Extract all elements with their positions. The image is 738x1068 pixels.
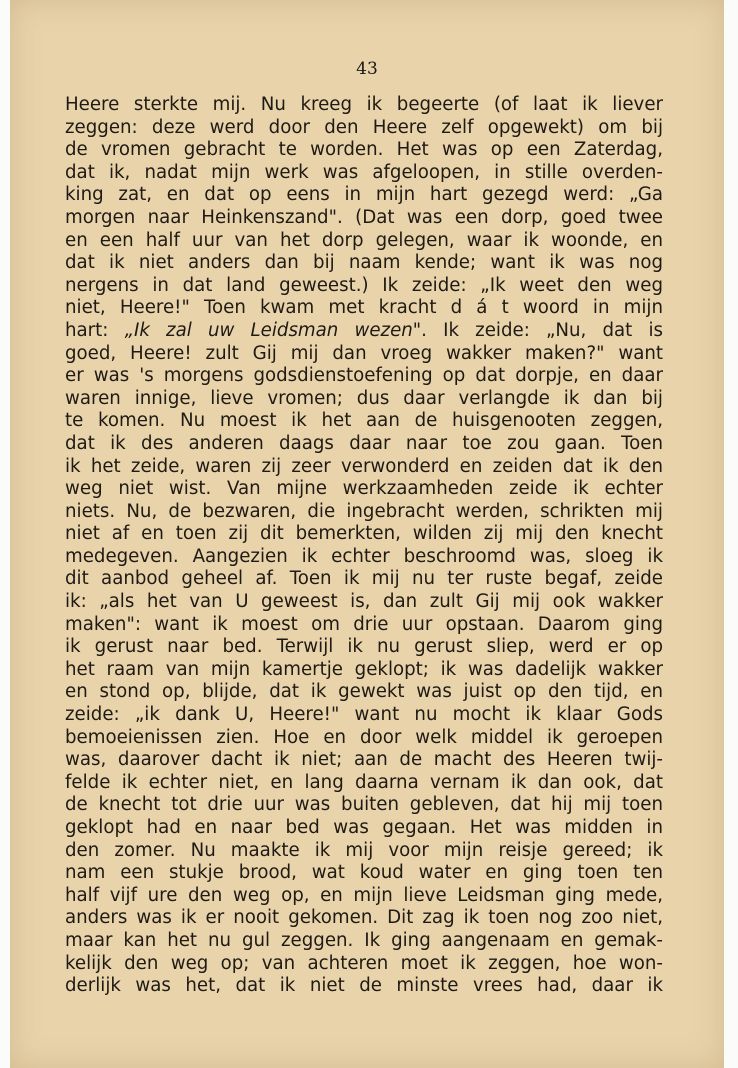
- text-line: dat ik niet anders dan bij naam kende; want ik was nog: [65, 252, 663, 274]
- text-line: geklopt had en naar bed was gegaan. Het was midden in: [65, 817, 663, 838]
- text-line: dat ik, nadat mijn werk was afgeloopen, in stille overden-: [65, 161, 663, 183]
- text-line: bemoeienissen zien. Hoe en door welk middel ik geroepen: [65, 726, 663, 748]
- text-line: ik gerust naar bed. Terwijl ik nu gerust sliep, werd er op: [65, 636, 663, 658]
- text-line: ik het zeide, waren zij zeer verwonderd en zeiden dat ik den: [65, 455, 663, 477]
- text-line: weg niet wist. Van mijne werkzaamheden zeide ik echter: [65, 478, 663, 500]
- text-line: te komen. Nu moest ik het aan de huisgenooten zeggen,: [65, 410, 663, 432]
- text-line: en stond op, blijde, dat ik gewekt was juist op den tijd, en: [65, 681, 663, 703]
- text-line: nam een stukje brood, wat koud water en ging toen ten: [65, 862, 663, 884]
- text-line: derlijk was het, dat ik niet de minste vrees had, daar ik: [65, 975, 663, 997]
- text-line: dat ik des anderen daags daar naar toe zou gaan. Toen: [65, 432, 663, 454]
- text-line: goed, Heere! zult Gij mij dan vroeg wakker maken?" want: [65, 342, 663, 364]
- text-line: maken": want ik moest om drie uur opstaan. Daarom ging: [65, 613, 663, 635]
- text-line: ik: „als het van U geweest is, dan zult Gij mij ook wakker: [65, 591, 663, 613]
- text-line: dit aanbod geheel af. Toen ik mij nu ter ruste begaf, zeide: [65, 568, 663, 590]
- text-line: niets. Nu, de bezwaren, die ingebracht werden, schrikten mij: [65, 500, 663, 522]
- text-line: nergens in dat land geweest.) Ik zeide: „Ik weet den weg: [65, 274, 663, 296]
- text-line: er was 's morgens godsdienstoefening op dat dorpje, en daar: [65, 365, 663, 387]
- text-line: den zomer. Nu maakte ik mij voor mijn reisje gereed; ik: [65, 839, 663, 861]
- text-line: zeggen: deze werd door den Heere zelf opgewekt) om bij: [65, 116, 663, 138]
- text-line-with-italic: hart: „Ik zal uw Leidsman wezen". Ik zeide: „Nu, dat is: [65, 319, 663, 341]
- text-line: half vijf ure den weg op, en mijn lieve Leidsman ging mede,: [65, 884, 663, 906]
- text-line: niet af en toen zij dit bemerkten, wilden zij mij den knecht: [65, 523, 663, 545]
- text-line: maar kan het nu gul zeggen. Ik ging aangenaam en gemak-: [65, 929, 663, 951]
- text-line: king zat, en dat op eens in mijn hart gezegd werd: „Ga: [65, 184, 663, 206]
- page-number: 43: [356, 59, 378, 79]
- text-line: was, daarover dacht ik niet; aan de macht des Heeren twij-: [65, 749, 663, 771]
- italic-quote: „Ik zal uw Leidsman wezen": [124, 319, 422, 341]
- text-line: waren innige, lieve vromen; dus daar verlangde ik dan bij: [65, 387, 663, 409]
- text-line: Heere sterkte mij. Nu kreeg ik begeerte (of laat ik liever: [65, 94, 663, 115]
- text-line: felde ik echter niet, en lang daarna vernam ik dan ook, dat: [65, 771, 663, 793]
- text-line: morgen naar Heinkenszand". (Dat was een dorp, goed twee: [65, 206, 663, 228]
- book-page: [10, 0, 724, 1068]
- text-line: kelijk den weg op; van achteren moet ik zeggen, hoe won-: [65, 952, 663, 974]
- text-line: de knecht tot drie uur was buiten gebleven, dat hij mij toen: [65, 794, 663, 816]
- text-line: anders was ik er nooit gekomen. Dit zag ik toen nog zoo niet,: [65, 907, 663, 929]
- text-line: niet, Heere!" Toen kwam met kracht d á t woord in mijn: [65, 297, 663, 319]
- page-body-text: [65, 94, 663, 998]
- text-line: medegeven. Aangezien ik echter beschroomd was, sloeg ik: [65, 545, 663, 567]
- text-line: het raam van mijn kamertje geklopt; ik was dadelijk wakker: [65, 658, 663, 680]
- text-line: de vromen gebracht te worden. Het was op een Zaterdag,: [65, 139, 663, 161]
- text-line: zeide: „ik dank U, Heere!" want nu mocht ik klaar Gods: [65, 704, 663, 726]
- text-line: en een half uur van het dorp gelegen, waar ik woonde, en: [65, 229, 663, 251]
